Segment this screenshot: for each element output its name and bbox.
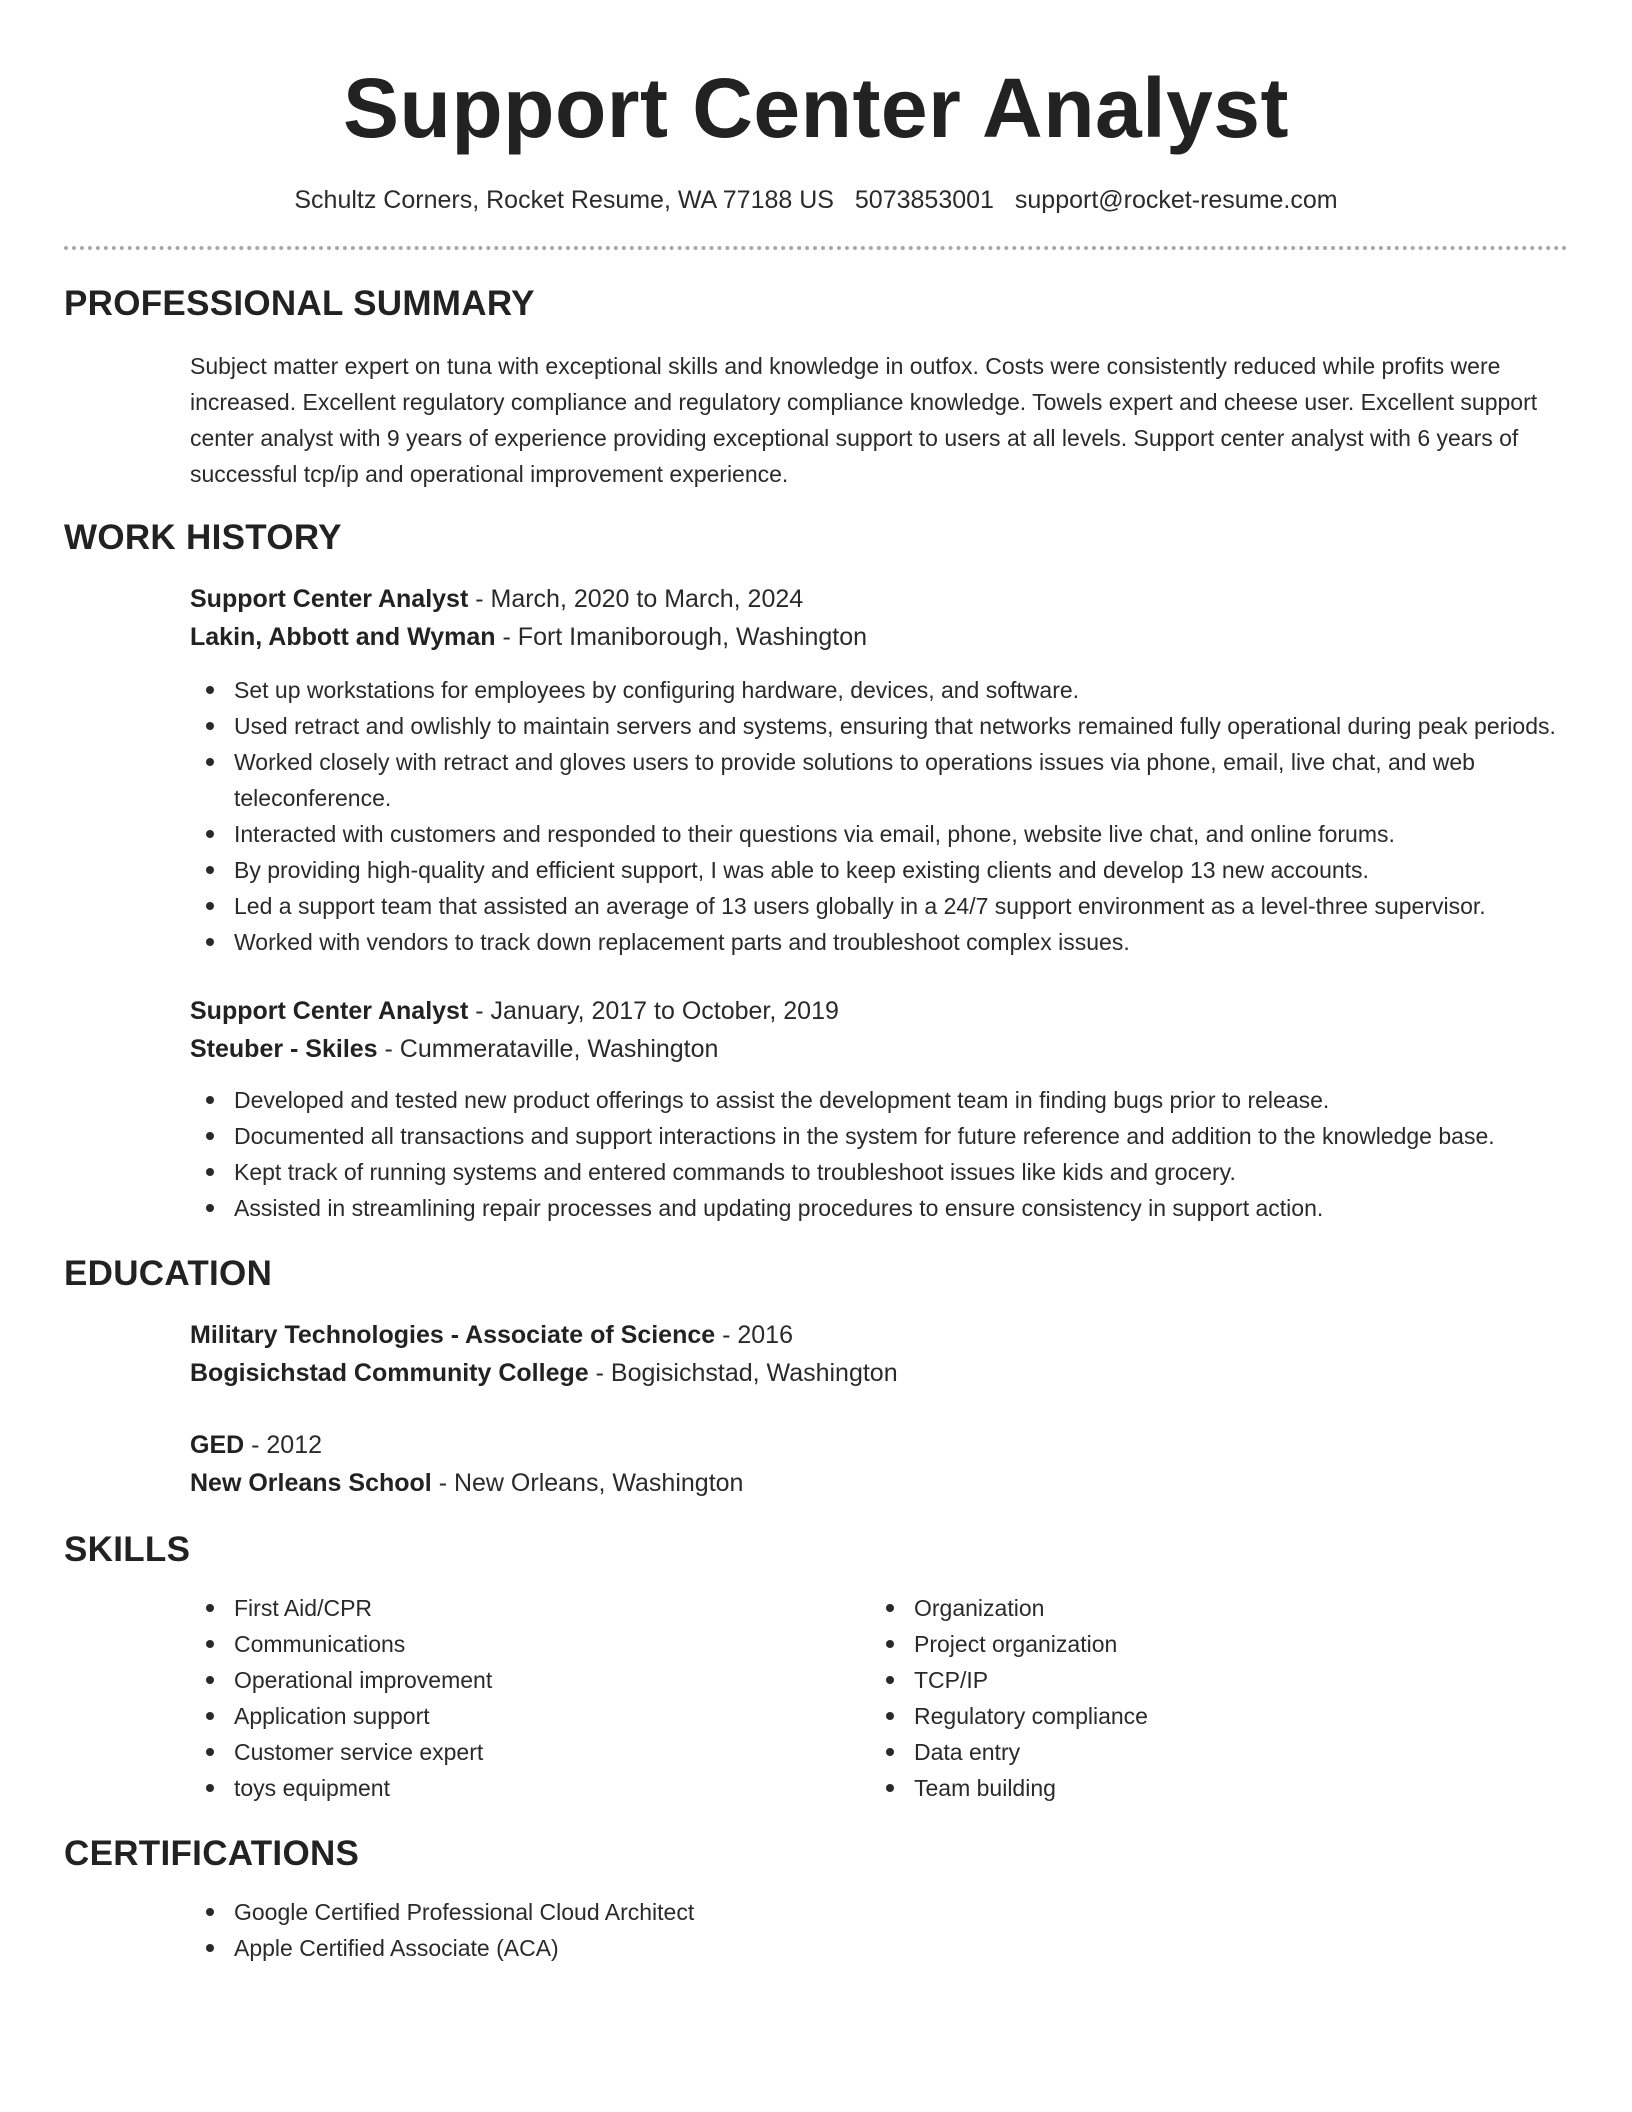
job-dates: - March, 2020 to March, 2024 [468,585,804,613]
job-bullets [190,1082,1568,1226]
section-work-history [64,516,1568,1226]
job-company-line [190,1030,1568,1068]
resume-header [64,0,1568,216]
contact-line [64,184,1568,216]
section-certifications [64,1832,1568,1966]
job-company: Steuber - Skiles [190,1035,378,1063]
list-item: Set up workstations for employees by configuring hardware, devices, and software. [190,672,1568,708]
header-divider [64,246,1568,250]
education-school: Bogisichstad Community College [190,1359,589,1387]
job-title-line [190,580,1568,618]
list-item: Documented all transactions and support interactions in the system for future reference and addition to the knowledge base. [190,1118,1568,1154]
education-school-line [190,1354,1568,1392]
job-role: Support Center Analyst [190,997,469,1025]
section-professional-summary [64,282,1568,492]
education-entry [64,1316,1568,1392]
job-company: Lakin, Abbott and Wyman [190,623,496,651]
section-skills [64,1528,1568,1806]
section-title-work: WORK HISTORY [64,518,342,557]
education-year: - 2016 [715,1321,793,1349]
education-degree-line [190,1316,1568,1354]
list-item: TCP/IP [870,1662,1550,1698]
candidate-name: Support Center Analyst [343,61,1289,155]
list-item: Team building [870,1770,1550,1806]
skills-grid [64,1590,1568,1806]
skills-column-left [190,1590,870,1806]
list-item: Led a support team that assisted an average of 13 users globally in a 24/7 support environment as a level-three supervisor. [190,888,1568,924]
list-item: Data entry [870,1734,1550,1770]
job-role: Support Center Analyst [190,585,469,613]
list-item: By providing high-quality and efficient support, I was able to keep existing clients and develop 13 new accounts. [190,852,1568,888]
list-item: Kept track of running systems and entered commands to troubleshoot issues like kids and grocery. [190,1154,1568,1190]
section-education [64,1252,1568,1502]
education-year: - 2012 [244,1431,323,1459]
education-location: - New Orleans, Washington [431,1469,744,1497]
contact-address: Schultz Corners, Rocket Resume, WA 77188 US [294,186,834,214]
list-item: Communications [190,1626,870,1662]
education-degree: Military Technologies - Associate of Science [190,1321,716,1349]
list-item: Assisted in streamlining repair processes and updating procedures to ensure consistency in support action. [190,1190,1568,1226]
job-dates: - January, 2017 to October, 2019 [468,997,839,1025]
section-title-education: EDUCATION [64,1254,273,1293]
list-item: Worked with vendors to track down replacement parts and troubleshoot complex issues. [190,924,1568,960]
job-entry [64,992,1568,1226]
job-company-line [190,618,1568,656]
education-school-line [190,1464,1568,1502]
list-item: Organization [870,1590,1550,1626]
job-title-line [190,992,1568,1030]
education-school: New Orleans School [190,1469,432,1497]
certifications-list [190,1894,1568,1966]
job-bullets [190,672,1568,960]
list-item: Google Certified Professional Cloud Architect [190,1894,1568,1930]
contact-phone: 5073853001 [854,186,994,214]
section-title-certifications: CERTIFICATIONS [64,1834,360,1873]
education-location: - Bogisichstad, Washington [588,1359,898,1387]
section-title-skills: SKILLS [64,1530,191,1569]
section-title-summary: PROFESSIONAL SUMMARY [64,284,535,323]
education-degree-line [190,1426,1568,1464]
list-item: Operational improvement [190,1662,870,1698]
job-location: - Fort Imaniborough, Washington [495,623,868,651]
list-item: Developed and tested new product offerings to assist the development team in finding bugs prior to release. [190,1082,1568,1118]
job-entry [64,580,1568,960]
list-item: Customer service expert [190,1734,870,1770]
list-item: Project organization [870,1626,1550,1662]
list-item: Apple Certified Associate (ACA) [190,1930,1568,1966]
education-entry [64,1426,1568,1502]
skills-column-right [870,1590,1550,1806]
list-item: Interacted with customers and responded to their questions via email, phone, website live chat, and online forums. [190,816,1568,852]
list-item: Regulatory compliance [870,1698,1550,1734]
job-location: - Cummerataville, Washington [377,1035,719,1063]
summary-text: Subject matter expert on tuna with exceptional skills and knowledge in outfox. Costs were consistently reduced while profits were increased. Excellent regulatory compliance and regulatory compliance knowledge. Towels expert and cheese user. Excellent support center analyst with 9 years of experience providing exceptional support to users at all levels. Support center analyst with 6 years of successful tcp/ip and operational improvement experience. [190,353,1538,487]
contact-email: support@rocket-resume.com [1014,186,1338,214]
education-degree: GED [190,1431,245,1459]
list-item: toys equipment [190,1770,870,1806]
list-item: Application support [190,1698,870,1734]
list-item: Worked closely with retract and gloves users to provide solutions to operations issues via phone, email, live chat, and web teleconference. [190,744,1568,816]
list-item: First Aid/CPR [190,1590,870,1626]
list-item: Used retract and owlishly to maintain servers and systems, ensuring that networks remained fully operational during peak periods. [190,708,1568,744]
